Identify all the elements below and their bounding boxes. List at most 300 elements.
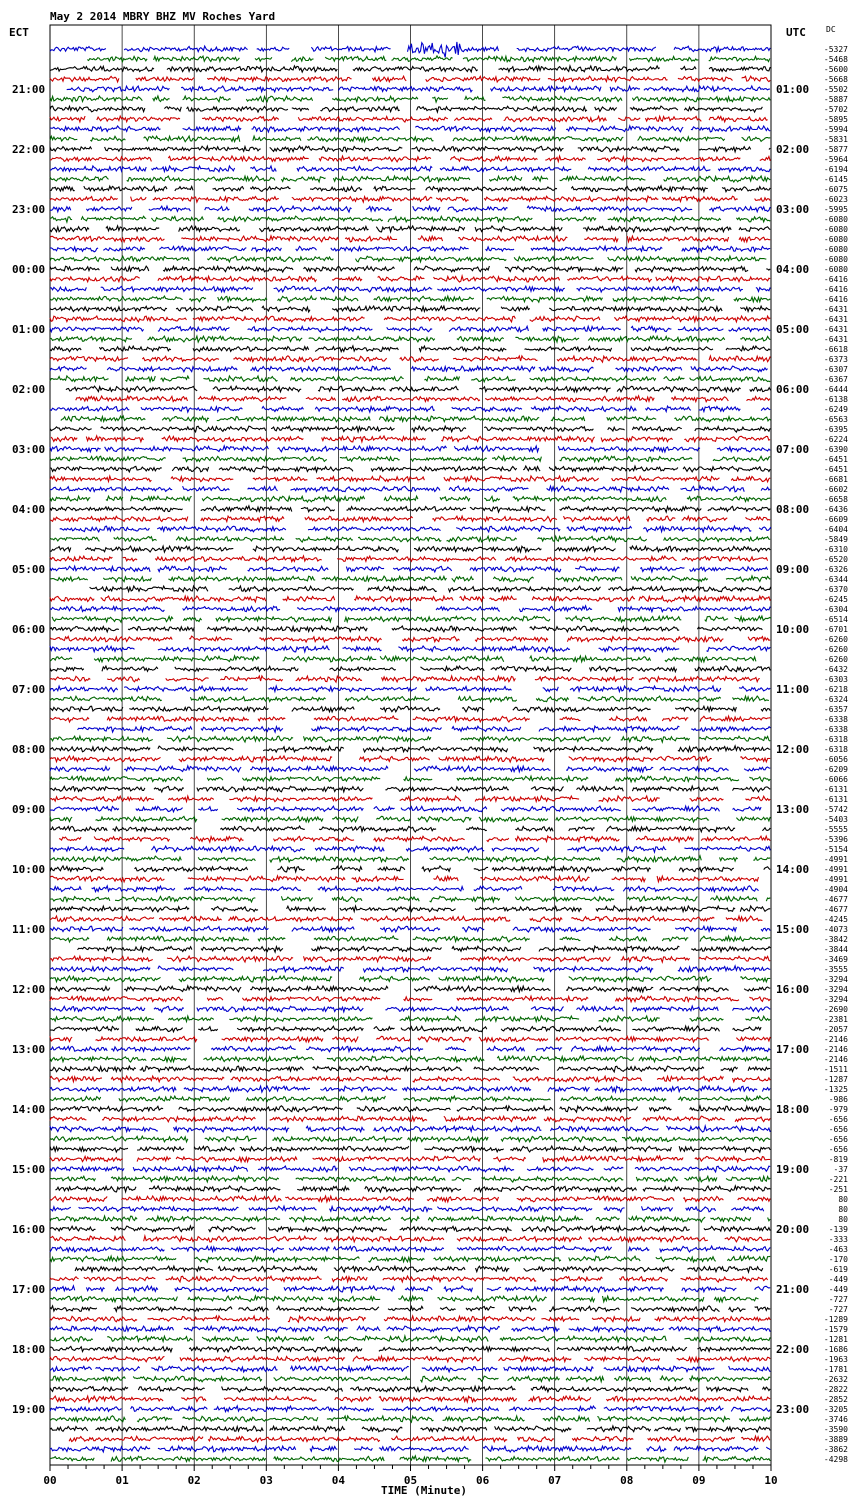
trace-row-50 bbox=[50, 546, 770, 552]
trace-row-119 bbox=[50, 1236, 770, 1242]
dc-offset-label: -727 bbox=[828, 1305, 848, 1314]
left-hour-labels bbox=[12, 83, 45, 1416]
dc-offset-label: -5849 bbox=[823, 535, 848, 544]
trace-row-120 bbox=[50, 1246, 770, 1252]
x-tick-label: 07 bbox=[548, 1474, 562, 1487]
trace-row-2 bbox=[50, 66, 770, 72]
trace-row-3 bbox=[50, 76, 770, 82]
trace-row-117 bbox=[50, 1216, 770, 1222]
right-hour-label: 22:00 bbox=[776, 1343, 810, 1356]
dc-offset-label: -3205 bbox=[823, 1405, 848, 1414]
left-hour-label: 10:00 bbox=[12, 863, 46, 876]
dc-offset-label: -6080 bbox=[823, 215, 848, 224]
trace-row-89 bbox=[50, 936, 770, 942]
trace-row-22 bbox=[50, 266, 770, 272]
dc-offset-label: -6514 bbox=[823, 615, 848, 624]
dc-offset-label: -5994 bbox=[823, 125, 848, 134]
dc-offset-label: -6416 bbox=[823, 295, 848, 304]
dc-offset-label: -3862 bbox=[823, 1445, 848, 1454]
dc-offset-label: -6416 bbox=[823, 275, 848, 284]
trace-row-133 bbox=[50, 1376, 770, 1382]
dc-offset-label: -6436 bbox=[823, 505, 848, 514]
trace-row-31 bbox=[50, 356, 770, 362]
trace-row-123 bbox=[50, 1276, 768, 1282]
dc-offset-label: -6131 bbox=[823, 785, 848, 794]
right-hour-label: 21:00 bbox=[776, 1283, 810, 1296]
trace-row-18 bbox=[50, 226, 770, 232]
dc-offset-label: -5995 bbox=[823, 205, 848, 214]
dc-offset-label: -2057 bbox=[823, 1025, 848, 1034]
dc-offset-label: -6304 bbox=[823, 605, 848, 614]
trace-row-4 bbox=[67, 86, 770, 92]
dc-offset-label: -4298 bbox=[823, 1455, 848, 1464]
dc-offset-label: -6080 bbox=[823, 225, 848, 234]
dc-offset-label: -2822 bbox=[823, 1385, 848, 1394]
right-hour-label: 04:00 bbox=[776, 263, 810, 276]
trace-row-101 bbox=[50, 1056, 770, 1062]
trace-row-73 bbox=[50, 776, 770, 782]
dc-offset-label: -5964 bbox=[823, 155, 848, 164]
dc-offset-label: -4991 bbox=[823, 865, 848, 874]
trace-row-76 bbox=[50, 806, 761, 812]
trace-row-44 bbox=[50, 486, 770, 492]
trace-row-131 bbox=[50, 1356, 770, 1362]
dc-offset-label: -5831 bbox=[823, 135, 848, 144]
dc-offset-label: -656 bbox=[828, 1125, 848, 1134]
x-axis-label: TIME (Minute) bbox=[380, 1484, 468, 1497]
trace-row-35 bbox=[76, 396, 770, 402]
dc-offset-label: -6370 bbox=[823, 585, 848, 594]
left-hour-label: 13:00 bbox=[12, 1043, 46, 1056]
trace-row-75 bbox=[50, 796, 770, 802]
right-hour-label: 14:00 bbox=[776, 863, 810, 876]
trace-row-57 bbox=[52, 616, 771, 622]
dc-offset-label: -1289 bbox=[823, 1315, 848, 1324]
dc-offset-label: -6075 bbox=[823, 185, 848, 194]
trace-row-47 bbox=[50, 516, 770, 522]
trace-row-23 bbox=[50, 276, 770, 282]
dc-offset-label: -3469 bbox=[823, 955, 848, 964]
trace-row-139 bbox=[69, 1436, 770, 1442]
trace-row-60 bbox=[50, 646, 770, 652]
trace-row-104 bbox=[50, 1086, 770, 1092]
right-timezone-label: UTC bbox=[786, 26, 806, 39]
x-tick-label: 10 bbox=[764, 1474, 778, 1487]
dc-offset-label: -6338 bbox=[823, 715, 848, 724]
dc-offset-label: -5877 bbox=[823, 145, 848, 154]
dc-offset-label: -5702 bbox=[823, 105, 848, 114]
left-hour-label: 19:00 bbox=[12, 1403, 46, 1416]
trace-row-49 bbox=[50, 536, 770, 542]
left-timezone-label: ECT bbox=[9, 26, 29, 39]
dc-offset-label: -3555 bbox=[823, 965, 848, 974]
dc-offset-label: -4073 bbox=[823, 925, 848, 934]
dc-offset-label: -6260 bbox=[823, 635, 848, 644]
dc-offset-label: -1325 bbox=[823, 1085, 848, 1094]
dc-offset-label: -5468 bbox=[823, 55, 848, 64]
dc-offset-label: -5403 bbox=[823, 815, 848, 824]
trace-row-84 bbox=[50, 886, 759, 892]
dc-offset-label: -6451 bbox=[823, 465, 848, 474]
dc-offset-label: -3590 bbox=[823, 1425, 848, 1434]
trace-row-33 bbox=[50, 376, 770, 382]
dc-offset-label: -139 bbox=[828, 1225, 848, 1234]
dc-offset-label: -3294 bbox=[823, 975, 848, 984]
trace-row-7 bbox=[50, 116, 768, 122]
right-hour-label: 23:00 bbox=[776, 1403, 810, 1416]
dc-offset-label: -3844 bbox=[823, 945, 848, 954]
dc-offset-label: -4245 bbox=[823, 915, 848, 924]
trace-row-103 bbox=[50, 1076, 770, 1082]
dc-offset-label: -6431 bbox=[823, 305, 848, 314]
trace-row-118 bbox=[50, 1226, 770, 1232]
trace-row-25 bbox=[50, 296, 770, 302]
trace-row-70 bbox=[50, 746, 770, 752]
trace-row-53 bbox=[50, 576, 770, 582]
dc-offset-label: -4677 bbox=[823, 895, 848, 904]
dc-offset-label: -5742 bbox=[823, 805, 848, 814]
dc-offset-label: -5396 bbox=[823, 835, 848, 844]
trace-row-85 bbox=[50, 896, 770, 902]
trace-row-19 bbox=[50, 236, 770, 242]
dc-offset-label: -6324 bbox=[823, 695, 848, 704]
dc-offset-label: -2690 bbox=[823, 1005, 848, 1014]
trace-row-29 bbox=[50, 336, 770, 342]
trace-row-26 bbox=[50, 306, 770, 312]
trace-row-14 bbox=[50, 186, 770, 192]
dc-offset-label: -6431 bbox=[823, 325, 848, 334]
dc-offset-label: -2381 bbox=[823, 1015, 848, 1024]
trace-row-74 bbox=[50, 786, 770, 792]
trace-row-11 bbox=[50, 156, 770, 162]
right-hour-label: 20:00 bbox=[776, 1223, 810, 1236]
right-hour-label: 09:00 bbox=[776, 563, 810, 576]
trace-row-105 bbox=[50, 1096, 770, 1102]
trace-row-43 bbox=[50, 476, 770, 482]
x-tick-label: 05 bbox=[403, 1474, 418, 1487]
trace-row-124 bbox=[50, 1286, 770, 1292]
trace-row-113 bbox=[50, 1176, 770, 1182]
x-tick-label: 06 bbox=[475, 1474, 490, 1487]
trace-row-86 bbox=[50, 906, 770, 912]
trace-row-1 bbox=[87, 56, 770, 62]
trace-row-110 bbox=[50, 1146, 770, 1152]
trace-row-32 bbox=[50, 366, 768, 372]
dc-offset-label: -2852 bbox=[823, 1395, 848, 1404]
dc-offset-label: -251 bbox=[828, 1185, 848, 1194]
trace-row-16 bbox=[50, 206, 770, 212]
right-hour-label: 18:00 bbox=[776, 1103, 810, 1116]
dc-offset-label: -449 bbox=[828, 1285, 848, 1294]
left-hour-label: 17:00 bbox=[12, 1283, 46, 1296]
trace-row-132 bbox=[50, 1366, 770, 1372]
trace-row-136 bbox=[50, 1406, 770, 1412]
dc-offset-label: -5895 bbox=[823, 115, 848, 124]
dc-offset-label: -4677 bbox=[823, 905, 848, 914]
trace-row-21 bbox=[50, 256, 766, 262]
trace-row-54 bbox=[90, 586, 771, 592]
trace-row-140 bbox=[50, 1446, 770, 1452]
dc-offset-label: -6318 bbox=[823, 735, 848, 744]
dc-offset-label: -5600 bbox=[823, 65, 848, 74]
trace-row-56 bbox=[50, 606, 770, 612]
left-hour-label: 01:00 bbox=[12, 323, 46, 336]
dc-offset-label: 80 bbox=[838, 1205, 848, 1214]
dc-offset-label: -6451 bbox=[823, 455, 848, 464]
left-hour-label: 15:00 bbox=[12, 1163, 46, 1176]
left-hour-label: 04:00 bbox=[12, 503, 46, 516]
dc-offset-label: 80 bbox=[838, 1215, 848, 1224]
dc-offset-label: -6080 bbox=[823, 265, 848, 274]
dc-offset-label: -1287 bbox=[823, 1075, 848, 1084]
left-hour-label: 02:00 bbox=[12, 383, 46, 396]
trace-row-48 bbox=[60, 526, 771, 532]
dc-offset-label: -3889 bbox=[823, 1435, 848, 1444]
dc-offset-label: -3842 bbox=[823, 935, 848, 944]
dc-offset-label: -6066 bbox=[823, 775, 848, 784]
dc-offset-label: -221 bbox=[828, 1175, 848, 1184]
dc-offset-label: -4991 bbox=[823, 855, 848, 864]
dc-offset-label: -6080 bbox=[823, 235, 848, 244]
dc-offset-label: -3294 bbox=[823, 995, 848, 1004]
trace-row-135 bbox=[50, 1396, 770, 1402]
right-hour-label: 15:00 bbox=[776, 923, 810, 936]
dc-offset-label: -6023 bbox=[823, 195, 848, 204]
right-hour-label: 07:00 bbox=[776, 443, 810, 456]
dc-offset-label: -1686 bbox=[823, 1345, 848, 1354]
dc-offset-label: -2632 bbox=[823, 1375, 848, 1384]
x-tick-label: 09 bbox=[692, 1474, 706, 1487]
dc-offset-label: -3746 bbox=[823, 1415, 848, 1424]
trace-row-134 bbox=[50, 1386, 770, 1392]
right-hour-label: 08:00 bbox=[776, 503, 810, 516]
dc-offset-label: -6260 bbox=[823, 655, 848, 664]
trace-row-95 bbox=[50, 996, 770, 1002]
dc-offset-label: -4991 bbox=[823, 875, 848, 884]
dc-offset-label: -2146 bbox=[823, 1045, 848, 1054]
right-hour-label: 17:00 bbox=[776, 1043, 810, 1056]
dc-offset-label: -6218 bbox=[823, 685, 848, 694]
trace-row-116 bbox=[50, 1206, 764, 1212]
trace-row-108 bbox=[50, 1126, 770, 1132]
x-tick-label: 08 bbox=[620, 1474, 634, 1487]
dc-offset-label: -6260 bbox=[823, 645, 848, 654]
right-hour-label: 05:00 bbox=[776, 323, 810, 336]
trace-row-24 bbox=[50, 286, 770, 292]
trace-row-82 bbox=[50, 866, 770, 872]
dc-offset-label: -6390 bbox=[823, 445, 848, 454]
trace-row-28 bbox=[50, 326, 770, 332]
dc-offset-label: -463 bbox=[828, 1245, 848, 1254]
x-tick-label: 00 bbox=[43, 1474, 57, 1487]
trace-row-51 bbox=[50, 556, 768, 562]
dc-offset-label: -6701 bbox=[823, 625, 848, 634]
trace-row-5 bbox=[50, 96, 770, 102]
left-hour-label: 22:00 bbox=[12, 143, 46, 156]
trace-row-17 bbox=[50, 216, 770, 222]
trace-row-42 bbox=[50, 466, 770, 472]
dc-offset-label: 80 bbox=[838, 1195, 848, 1204]
right-hour-label: 03:00 bbox=[776, 203, 810, 216]
dc-offset-label: -6318 bbox=[823, 745, 848, 754]
right-hour-label: 13:00 bbox=[776, 803, 810, 816]
trace-row-67 bbox=[50, 716, 770, 722]
left-hour-label: 11:00 bbox=[12, 923, 46, 936]
right-hour-labels bbox=[776, 83, 809, 1416]
right-hour-label: 19:00 bbox=[776, 1163, 810, 1176]
trace-row-114 bbox=[55, 1186, 770, 1192]
left-hour-label: 03:00 bbox=[12, 443, 46, 456]
dc-offset-label: -1511 bbox=[823, 1065, 848, 1074]
trace-row-63 bbox=[50, 676, 760, 682]
trace-row-137 bbox=[50, 1416, 770, 1422]
dc-offset-labels bbox=[824, 45, 848, 1464]
left-hour-label: 09:00 bbox=[12, 803, 46, 816]
dc-offset-label: -5555 bbox=[823, 825, 848, 834]
dc-offset-label: -6681 bbox=[823, 475, 848, 484]
trace-row-96 bbox=[50, 1006, 770, 1012]
dc-offset-label: -6145 bbox=[823, 175, 848, 184]
trace-row-126 bbox=[50, 1306, 770, 1312]
trace-row-58 bbox=[50, 626, 762, 632]
dc-offset-label: -6602 bbox=[823, 485, 848, 494]
trace-row-20 bbox=[50, 246, 770, 252]
dc-offset-label: -6344 bbox=[823, 575, 848, 584]
dc-offset-label: -979 bbox=[828, 1105, 848, 1114]
x-tick-label: 04 bbox=[331, 1474, 346, 1487]
trace-row-77 bbox=[50, 816, 770, 822]
trace-row-88 bbox=[50, 926, 770, 932]
trace-row-121 bbox=[50, 1256, 770, 1262]
trace-row-15 bbox=[50, 196, 770, 202]
trace-row-92 bbox=[50, 966, 770, 972]
dc-offset-label: -2146 bbox=[823, 1035, 848, 1044]
trace-row-65 bbox=[50, 696, 769, 702]
dc-offset-label: -6367 bbox=[823, 375, 848, 384]
dc-offset-label: -6303 bbox=[823, 675, 848, 684]
dc-offset-label: -656 bbox=[828, 1135, 848, 1144]
dc-offset-label: -6658 bbox=[823, 495, 848, 504]
right-hour-label: 01:00 bbox=[776, 83, 810, 96]
left-hour-label: 21:00 bbox=[12, 83, 46, 96]
trace-row-72 bbox=[50, 766, 770, 772]
left-hour-label: 18:00 bbox=[12, 1343, 46, 1356]
dc-offset-label: -6373 bbox=[823, 355, 848, 364]
trace-row-13 bbox=[50, 176, 770, 182]
dc-offset-label: -4904 bbox=[823, 885, 848, 894]
left-hour-label: 08:00 bbox=[12, 743, 46, 756]
trace-row-66 bbox=[50, 706, 770, 712]
dc-offset-label: -6326 bbox=[823, 565, 848, 574]
dc-offset-label: -986 bbox=[828, 1095, 848, 1104]
dc-offset-label: -6404 bbox=[823, 525, 848, 534]
trace-row-79 bbox=[59, 836, 770, 842]
trace-row-9 bbox=[50, 136, 770, 142]
trace-row-78 bbox=[50, 826, 770, 832]
trace-row-71 bbox=[50, 756, 770, 762]
trace-row-102 bbox=[50, 1066, 770, 1072]
trace-row-98 bbox=[50, 1026, 761, 1032]
trace-row-115 bbox=[50, 1196, 770, 1202]
trace-row-99 bbox=[50, 1036, 770, 1042]
dc-offset-label: -5154 bbox=[823, 845, 848, 854]
dc-offset-label: -2146 bbox=[823, 1055, 848, 1064]
trace-row-97 bbox=[50, 1016, 770, 1022]
trace-row-81 bbox=[50, 856, 770, 862]
left-hour-label: 06:00 bbox=[12, 623, 46, 636]
trace-row-30 bbox=[50, 346, 770, 352]
dc-offset-label: -6080 bbox=[823, 245, 848, 254]
dc-offset-label: -6618 bbox=[823, 345, 848, 354]
dc-offset-label: -6249 bbox=[823, 405, 848, 414]
trace-row-40 bbox=[50, 446, 770, 452]
dc-offset-label: -6520 bbox=[823, 555, 848, 564]
x-tick-label: 03 bbox=[259, 1474, 273, 1487]
trace-row-61 bbox=[50, 656, 756, 662]
dc-offset-label: -170 bbox=[828, 1255, 848, 1264]
left-hour-label: 14:00 bbox=[12, 1103, 46, 1116]
dc-offset-label: -819 bbox=[828, 1155, 848, 1164]
trace-row-38 bbox=[50, 426, 770, 432]
dc-offset-label: -6307 bbox=[823, 365, 848, 374]
dc-offset-label: -1281 bbox=[823, 1335, 848, 1344]
trace-row-138 bbox=[50, 1426, 770, 1432]
trace-row-27 bbox=[50, 316, 770, 322]
dc-offset-label: -1963 bbox=[823, 1355, 848, 1364]
right-hour-label: 02:00 bbox=[776, 143, 810, 156]
trace-row-130 bbox=[50, 1346, 770, 1352]
trace-row-62 bbox=[50, 666, 770, 672]
dc-offset-label: -5668 bbox=[823, 75, 848, 84]
trace-row-141 bbox=[50, 1456, 770, 1462]
dc-offset-label: -6432 bbox=[823, 665, 848, 674]
left-hour-label: 12:00 bbox=[12, 983, 46, 996]
dc-offset-label: -6310 bbox=[823, 545, 848, 554]
trace-row-64 bbox=[50, 686, 770, 692]
trace-row-125 bbox=[50, 1296, 759, 1302]
trace-row-128 bbox=[50, 1326, 770, 1332]
right-hour-label: 06:00 bbox=[776, 383, 810, 396]
trace-row-41 bbox=[50, 456, 770, 462]
trace-row-127 bbox=[50, 1316, 770, 1322]
trace-row-34 bbox=[66, 386, 771, 392]
chart-title: May 2 2014 MBRY BHZ MV Roches Yard bbox=[50, 10, 276, 23]
dc-offset-label: -619 bbox=[828, 1265, 848, 1274]
trace-row-111 bbox=[50, 1156, 770, 1162]
right-hour-label: 11:00 bbox=[776, 683, 810, 696]
left-hour-label: 05:00 bbox=[12, 563, 46, 576]
dc-offset-label: -6431 bbox=[823, 315, 848, 324]
trace-row-52 bbox=[50, 566, 768, 572]
trace-row-0 bbox=[50, 42, 770, 57]
dc-offset-label: -6194 bbox=[823, 165, 848, 174]
trace-row-12 bbox=[50, 166, 770, 172]
dc-offset-label: -6609 bbox=[823, 515, 848, 524]
right-hour-label: 10:00 bbox=[776, 623, 810, 636]
left-hour-label: 16:00 bbox=[12, 1223, 46, 1236]
trace-row-6 bbox=[50, 106, 762, 112]
trace-row-55 bbox=[50, 596, 770, 602]
trace-row-91 bbox=[50, 956, 770, 962]
trace-row-94 bbox=[50, 986, 770, 992]
trace-row-45 bbox=[50, 496, 770, 502]
trace-row-109 bbox=[50, 1136, 770, 1142]
right-hour-label: 12:00 bbox=[776, 743, 810, 756]
trace-row-129 bbox=[50, 1336, 770, 1342]
dc-offset-label: -656 bbox=[828, 1115, 848, 1124]
trace-row-87 bbox=[50, 916, 762, 922]
dc-offset-label: -6395 bbox=[823, 425, 848, 434]
